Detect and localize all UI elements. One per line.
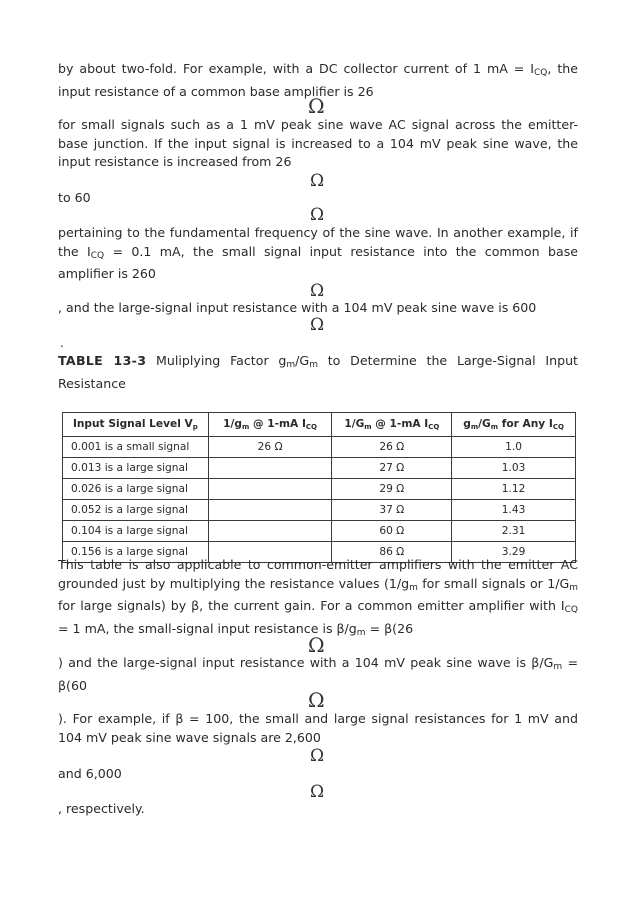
text: to 60 — [58, 190, 91, 205]
period: . — [60, 336, 64, 350]
text: for small signals or 1/G — [417, 575, 570, 591]
cell-factor: 1.12 — [452, 479, 576, 500]
cell-small — [208, 500, 332, 521]
cell-level: 0.052 is a large signal — [63, 500, 209, 521]
header-input-level — [63, 413, 209, 437]
text: for large signals) by β, the current gain. For a common emitter amplifier with I — [58, 598, 565, 613]
text: to Determine the Large-Signal Input Resistance — [58, 353, 578, 391]
resistance-table — [62, 412, 576, 563]
text: pertaining to the fundamental frequency of the sine wave. In another example, if the I — [58, 225, 578, 259]
table-row — [63, 500, 576, 521]
cell-large: 37 Ω — [332, 500, 452, 521]
subscript: m — [409, 582, 418, 593]
table-row — [63, 479, 576, 500]
subscript: CQ — [90, 250, 105, 261]
text: = β(60 — [58, 655, 578, 693]
paragraph-4 — [58, 224, 578, 284]
ohm-symbol: Ω — [308, 633, 325, 657]
ohm-symbol: Ω — [308, 688, 325, 712]
text: Muliplying Factor g — [146, 353, 287, 368]
table-row — [63, 521, 576, 542]
text: for small signals such as a 1 mV peak sine wave AC signal across the emitter-base junction. If the input signal is increased to a 104 mV peak sine wave, the input resistance is increased from 26 — [58, 117, 578, 169]
cell-factor: 1.43 — [452, 500, 576, 521]
text: = 0.1 mA, the small signal input resistance into the common base amplifier is 260 — [58, 243, 579, 281]
text: @ 1-mA I — [371, 418, 429, 430]
cell-large: 26 Ω — [332, 437, 452, 458]
ohm-symbol: Ω — [310, 746, 325, 766]
cell-factor: 1.0 — [452, 437, 576, 458]
cell-factor: 1.03 — [452, 458, 576, 479]
text: and 6,000 — [58, 766, 122, 781]
subscript: m — [364, 423, 372, 431]
text: = β(26 — [365, 620, 414, 636]
cell-small — [208, 479, 332, 500]
ohm-symbol: Ω — [310, 782, 325, 802]
table-caption — [58, 352, 578, 393]
subscript: CQ — [305, 423, 317, 431]
table-header-row — [63, 413, 576, 437]
subscript: m — [356, 627, 366, 638]
text: = 1 mA, the small-signal input resistance is β/g — [58, 620, 357, 636]
subscript: m — [309, 360, 318, 370]
table-row — [63, 458, 576, 479]
subscript: CQ — [552, 423, 564, 431]
subscript: m — [241, 423, 250, 431]
ohm-symbol: Ω — [310, 205, 325, 225]
cell-level: 0.013 is a large signal — [63, 458, 209, 479]
cell-large: 86 Ω — [332, 542, 452, 563]
text: 1/G — [344, 418, 365, 430]
table-row — [63, 437, 576, 458]
cell-large: 29 Ω — [332, 479, 452, 500]
paragraph-10 — [58, 765, 578, 784]
cell-level: 0.001 is a small signal — [63, 437, 209, 458]
ohm-symbol: Ω — [310, 315, 325, 335]
subscript: CQ — [564, 605, 578, 615]
text: , and the large-signal input resistance with a 104 mV peak sine wave is 600 — [58, 300, 537, 315]
text: @ 1-mA I — [249, 418, 306, 430]
cell-small — [208, 521, 332, 542]
cell-small — [208, 458, 332, 479]
ohm-symbol: Ω — [308, 94, 325, 118]
text: Input Signal Level V — [72, 418, 193, 430]
ohm-symbol: Ω — [310, 171, 325, 191]
text: /G — [478, 418, 491, 430]
text: for Any I — [498, 418, 553, 430]
header-large-signal — [332, 413, 452, 437]
text: /G — [295, 353, 310, 368]
subscript: m — [286, 360, 296, 370]
paragraph-2 — [58, 116, 578, 172]
cell-level: 0.156 is a large signal — [63, 542, 209, 563]
text: This table is also applicable to common-emitter amplifiers with the emitter AC grounded just by multiplying the resistance values (1/g — [58, 557, 578, 591]
text: 1/g — [223, 418, 242, 430]
ohm-symbol: Ω — [310, 281, 325, 301]
subscript: m — [470, 423, 479, 431]
text: g — [463, 418, 471, 430]
cell-factor: 3.29 — [452, 542, 576, 563]
cell-level: 0.104 is a large signal — [63, 521, 209, 542]
subscript: m — [490, 423, 499, 431]
subscript: CQ — [428, 423, 440, 431]
header-small-signal — [208, 413, 332, 437]
subscript: m — [553, 662, 563, 672]
header-factor — [452, 413, 576, 437]
cell-factor: 2.31 — [452, 521, 576, 542]
text: , the input resistance of a common base amplifier is 26 — [58, 61, 578, 99]
paragraph-11 — [58, 800, 578, 819]
cell-small: 26 Ω — [208, 437, 332, 458]
cell-large: 27 Ω — [332, 458, 452, 479]
paragraph-7 — [58, 556, 578, 642]
cell-large: 60 Ω — [332, 521, 452, 542]
subscript: p — [192, 423, 198, 431]
text: ). For example, if β = 100, the small and large signal resistances for 1 mV and 104 mV peak sine wave signals are 2,600 — [58, 711, 578, 745]
subscript: CQ — [534, 68, 548, 78]
paragraph-9 — [58, 710, 578, 747]
cell-level: 0.026 is a large signal — [63, 479, 209, 500]
text: , respectively. — [58, 801, 145, 816]
text: ) and the large-signal input resistance with a 104 mV peak sine wave is β/G — [58, 655, 554, 670]
table-label: TABLE 13-3 — [58, 353, 147, 368]
text: by about two-fold. For example, with a DC collector current of 1 mA = I — [58, 61, 534, 76]
subscript: m — [569, 582, 578, 593]
